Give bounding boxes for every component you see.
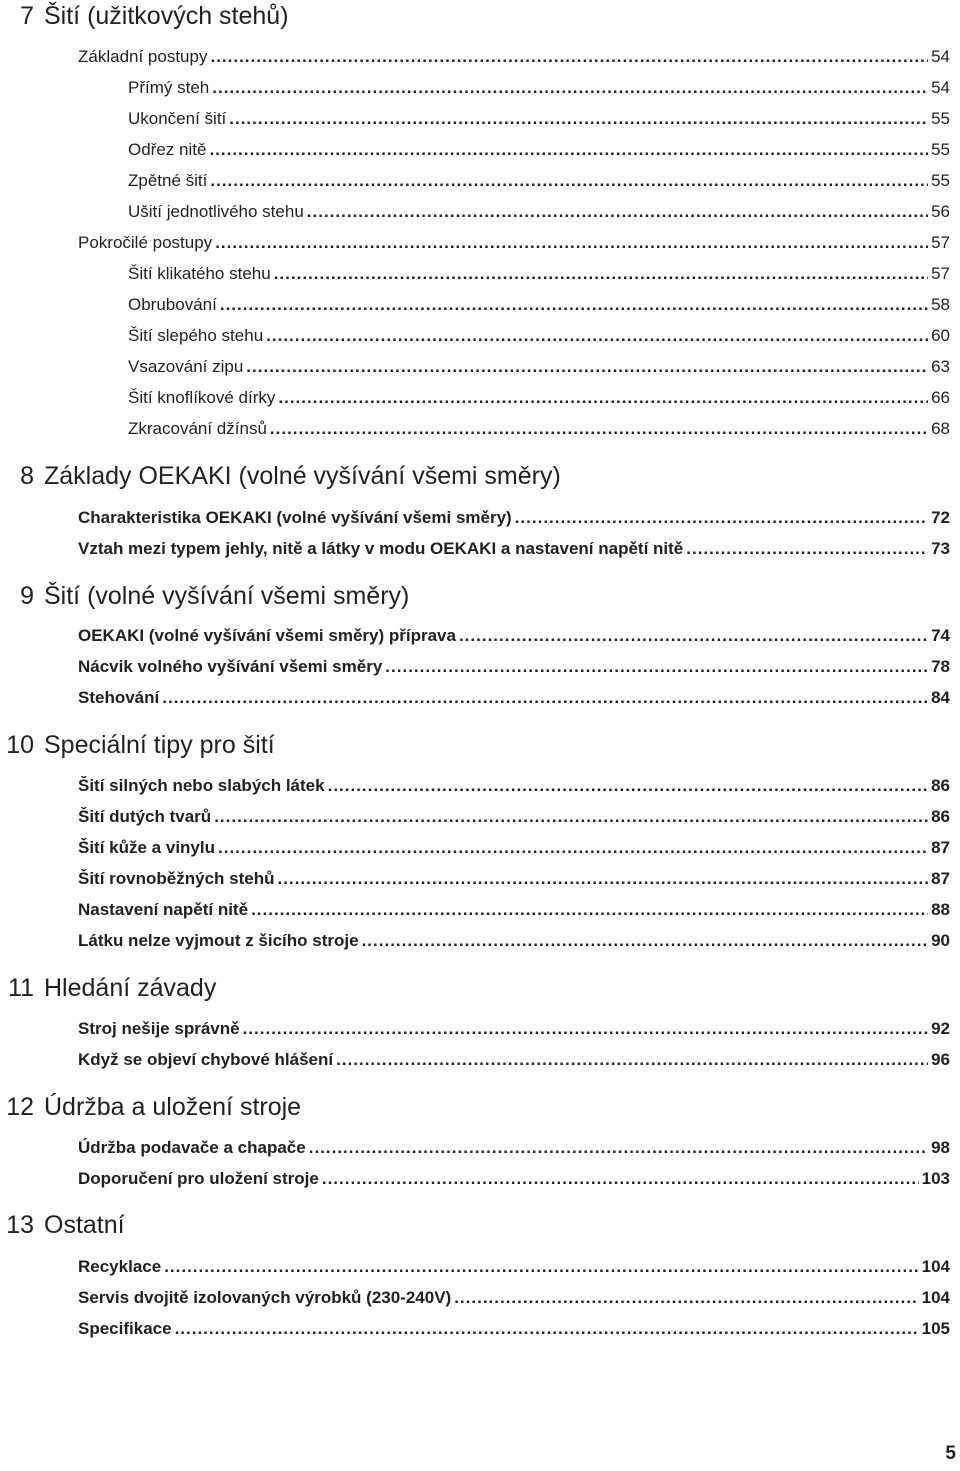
toc-page-number: 55	[931, 109, 950, 128]
toc-entry-label: Když se objeví chybové hlášení	[78, 1050, 334, 1069]
dot-leader	[175, 1319, 919, 1339]
dot-leader	[274, 264, 928, 284]
toc-page-number: 68	[931, 419, 950, 438]
toc-entry-label: Šití rovnoběžných stehů	[78, 869, 275, 888]
chapter-7-heading	[0, 0, 289, 36]
dot-leader	[218, 838, 928, 858]
toc-entry-label: Stehování	[78, 688, 160, 707]
dot-leader	[209, 140, 928, 160]
chapter-number: 12	[6, 1092, 34, 1121]
toc-page-number: 86	[931, 807, 950, 826]
chapter-11-heading	[0, 968, 216, 1008]
chapter-8-heading	[0, 456, 561, 496]
toc-entry-zakladni-postupy[interactable]	[78, 47, 950, 73]
toc-entry-nastaveni-napeti-nite[interactable]	[78, 900, 950, 926]
toc-entry-charakteristika-oekaki[interactable]	[78, 508, 950, 534]
toc-entry-servis-dvojite-izolovanych[interactable]	[78, 1288, 950, 1314]
toc-page-number: 87	[931, 869, 950, 888]
chapter-title: Šití (volné vyšívání všemi směry)	[44, 581, 410, 610]
dot-leader	[164, 1257, 918, 1277]
toc-page-number: 57	[931, 264, 950, 283]
toc-entry-ukonceni-siti[interactable]	[128, 109, 950, 135]
toc-entry-label: Šití knoflíkové dírky	[128, 388, 276, 407]
toc-page-number: 90	[931, 931, 950, 950]
toc-page-number: 105	[921, 1319, 950, 1338]
toc-entry-zkracovani-dzinsu[interactable]	[128, 419, 950, 445]
dot-leader	[459, 626, 928, 646]
dot-leader	[328, 776, 928, 796]
toc-page-number: 92	[931, 1019, 950, 1038]
toc-page-number: 98	[931, 1138, 950, 1157]
dot-leader	[210, 47, 928, 67]
toc-entry-recyklace[interactable]	[78, 1257, 950, 1283]
toc-entry-label: Vsazování zipu	[128, 357, 244, 376]
toc-entry-siti-slepeho-stehu[interactable]	[128, 326, 950, 352]
toc-entry-udrzba-podavace[interactable]	[78, 1138, 950, 1164]
chapter-13-heading	[0, 1205, 125, 1245]
chapter-title: Ostatní	[44, 1210, 125, 1239]
toc-entry-label: Odřez nitě	[128, 140, 207, 159]
toc-page-number: 74	[931, 626, 950, 645]
chapter-number: 11	[8, 973, 34, 1002]
toc-entry-label: OEKAKI (volné vyšívání všemi směry) příprava	[78, 626, 456, 645]
toc-page-number: 88	[931, 900, 950, 919]
toc-entry-label: Látku nelze vyjmout z šicího stroje	[78, 931, 359, 950]
dot-leader	[270, 419, 928, 439]
dot-leader	[243, 1019, 929, 1039]
dot-leader	[215, 233, 928, 253]
toc-page-number: 66	[931, 388, 950, 407]
toc-page-number: 54	[931, 78, 950, 97]
toc-entry-label: Šití silných nebo slabých látek	[78, 776, 325, 795]
dot-leader	[246, 357, 928, 377]
toc-entry-siti-silnych-latek[interactable]	[78, 776, 950, 802]
toc-entry-label: Servis dvojitě izolovaných výrobků (230-240V)	[78, 1288, 452, 1307]
chapter-number: 7	[20, 1, 34, 30]
toc-page-number: 78	[931, 657, 950, 676]
dot-leader	[266, 326, 928, 346]
toc-entry-stehovani[interactable]	[78, 688, 950, 714]
toc-entry-label: Zpětné šití	[128, 171, 208, 190]
chapter-number: 13	[6, 1210, 34, 1239]
toc-page-number: 60	[931, 326, 950, 345]
toc-entry-zpetne-siti[interactable]	[128, 171, 950, 197]
toc-entry-chybove-hlaseni[interactable]	[78, 1050, 950, 1076]
dot-leader	[307, 202, 928, 222]
toc-entry-specifikace[interactable]	[78, 1319, 950, 1345]
toc-entry-obrubovani[interactable]	[128, 295, 950, 321]
dot-leader	[212, 78, 928, 98]
toc-entry-label: Obrubování	[128, 295, 217, 314]
toc-entry-label: Stroj nešije správně	[78, 1019, 240, 1038]
toc-page-number: 86	[931, 776, 950, 795]
toc-page-number: 63	[931, 357, 950, 376]
toc-entry-siti-dutych-tvaru[interactable]	[78, 807, 950, 833]
chapter-title: Šití (užitkových stehů)	[44, 1, 289, 30]
toc-entry-siti-knoflikove-dirky[interactable]	[128, 388, 950, 414]
toc-entry-pokrocile-postupy[interactable]	[78, 233, 950, 259]
dot-leader	[277, 869, 928, 889]
toc-entry-label: Doporučení pro uložení stroje	[78, 1169, 319, 1188]
toc-entry-label: Šití slepého stehu	[128, 326, 264, 345]
dot-leader	[251, 900, 928, 920]
dot-leader	[336, 1050, 928, 1070]
dot-leader	[515, 508, 928, 528]
toc-entry-label: Recyklace	[78, 1257, 162, 1276]
dot-leader	[214, 807, 928, 827]
toc-entry-label: Specifikace	[78, 1319, 172, 1338]
toc-page-number: 96	[931, 1050, 950, 1069]
dot-leader	[278, 388, 928, 408]
toc-entry-primy-steh[interactable]	[128, 78, 950, 104]
toc-entry-stroj-nesije-spravne[interactable]	[78, 1019, 950, 1045]
dot-leader	[162, 688, 928, 708]
toc-entry-label: Vztah mezi typem jehly, nitě a látky v modu OEKAKI a nastavení napětí nitě	[78, 539, 684, 558]
chapter-title: Údržba a uložení stroje	[44, 1092, 302, 1121]
chapter-title: Speciální tipy pro šití	[44, 730, 275, 759]
toc-page-number: 84	[931, 688, 950, 707]
chapter-9-heading	[0, 576, 409, 616]
toc-page-number: 104	[921, 1288, 950, 1307]
toc-entry-vsazovani-zipu[interactable]	[128, 357, 950, 383]
toc-entry-label: Šití klikatého stehu	[128, 264, 271, 283]
toc-page-number: 104	[921, 1257, 950, 1276]
toc-entry-label: Údržba podavače a chapače	[78, 1138, 306, 1157]
toc-entry-label: Zkracování džínsů	[128, 419, 267, 438]
toc-entry-siti-rovnobeznych-stehu[interactable]	[78, 869, 950, 895]
toc-page-number: 55	[931, 140, 950, 159]
chapter-number: 9	[20, 581, 34, 610]
dot-leader	[362, 931, 929, 951]
toc-page-number: 103	[921, 1169, 950, 1188]
dot-leader	[309, 1138, 928, 1158]
toc-entry-label: Pokročilé postupy	[78, 233, 213, 252]
toc-page-number: 55	[931, 171, 950, 190]
toc-entry-label: Základní postupy	[78, 47, 208, 66]
toc-page-number: 72	[931, 508, 950, 527]
toc-entry-label: Nácvik volného vyšívání všemi směry	[78, 657, 383, 676]
toc-entry-latku-nelze-vyjmout[interactable]	[78, 931, 950, 957]
toc-entry-odrez-nite[interactable]	[128, 140, 950, 166]
toc-entry-label: Charakteristika OEKAKI (volné vyšívání všemi směry)	[78, 508, 512, 527]
toc-entry-nacvik-volneho-vysivani[interactable]	[78, 657, 950, 683]
toc-page-number: 54	[931, 47, 950, 66]
dot-leader	[210, 171, 928, 191]
toc-entry-label: Šití kůže a vinylu	[78, 838, 215, 857]
chapter-12-heading	[0, 1087, 301, 1127]
toc-entry-label: Ukončení šití	[128, 109, 227, 128]
toc-entry-label: Nastavení napětí nitě	[78, 900, 249, 919]
toc-page-number: 73	[931, 539, 950, 558]
dot-leader	[220, 295, 928, 315]
toc-page-number: 57	[931, 233, 950, 252]
chapter-10-heading	[0, 725, 275, 765]
toc-entry-label: Přímý steh	[128, 78, 210, 97]
toc-page-number: 56	[931, 202, 950, 221]
toc-entry-usiti-jednotliveho-stehu[interactable]	[128, 202, 950, 228]
chapter-number: 8	[20, 461, 34, 490]
chapter-number: 10	[6, 730, 34, 759]
dot-leader	[322, 1169, 919, 1189]
toc-entry-siti-kuze-vinylu[interactable]	[78, 838, 950, 864]
dot-leader	[454, 1288, 918, 1308]
dot-leader	[686, 539, 928, 559]
dot-leader	[229, 109, 928, 129]
toc-entry-doporuceni-ulozeni[interactable]	[78, 1169, 950, 1195]
toc-entry-label: Ušití jednotlivého stehu	[128, 202, 304, 221]
toc-page-number: 87	[931, 838, 950, 857]
toc-entry-siti-klikateho-stehu[interactable]	[128, 264, 950, 290]
toc-entry-oekaki-priprava[interactable]	[78, 626, 950, 652]
toc-entry-vztah-jehly-nite-latky[interactable]	[78, 539, 950, 565]
chapter-title: Hledání závady	[44, 973, 217, 1002]
toc-page-number: 58	[931, 295, 950, 314]
chapter-title: Základy OEKAKI (volné vyšívání všemi směry)	[44, 461, 561, 490]
dot-leader	[385, 657, 928, 677]
page-number: 5	[945, 1443, 956, 1464]
toc-entry-label: Šití dutých tvarů	[78, 807, 212, 826]
